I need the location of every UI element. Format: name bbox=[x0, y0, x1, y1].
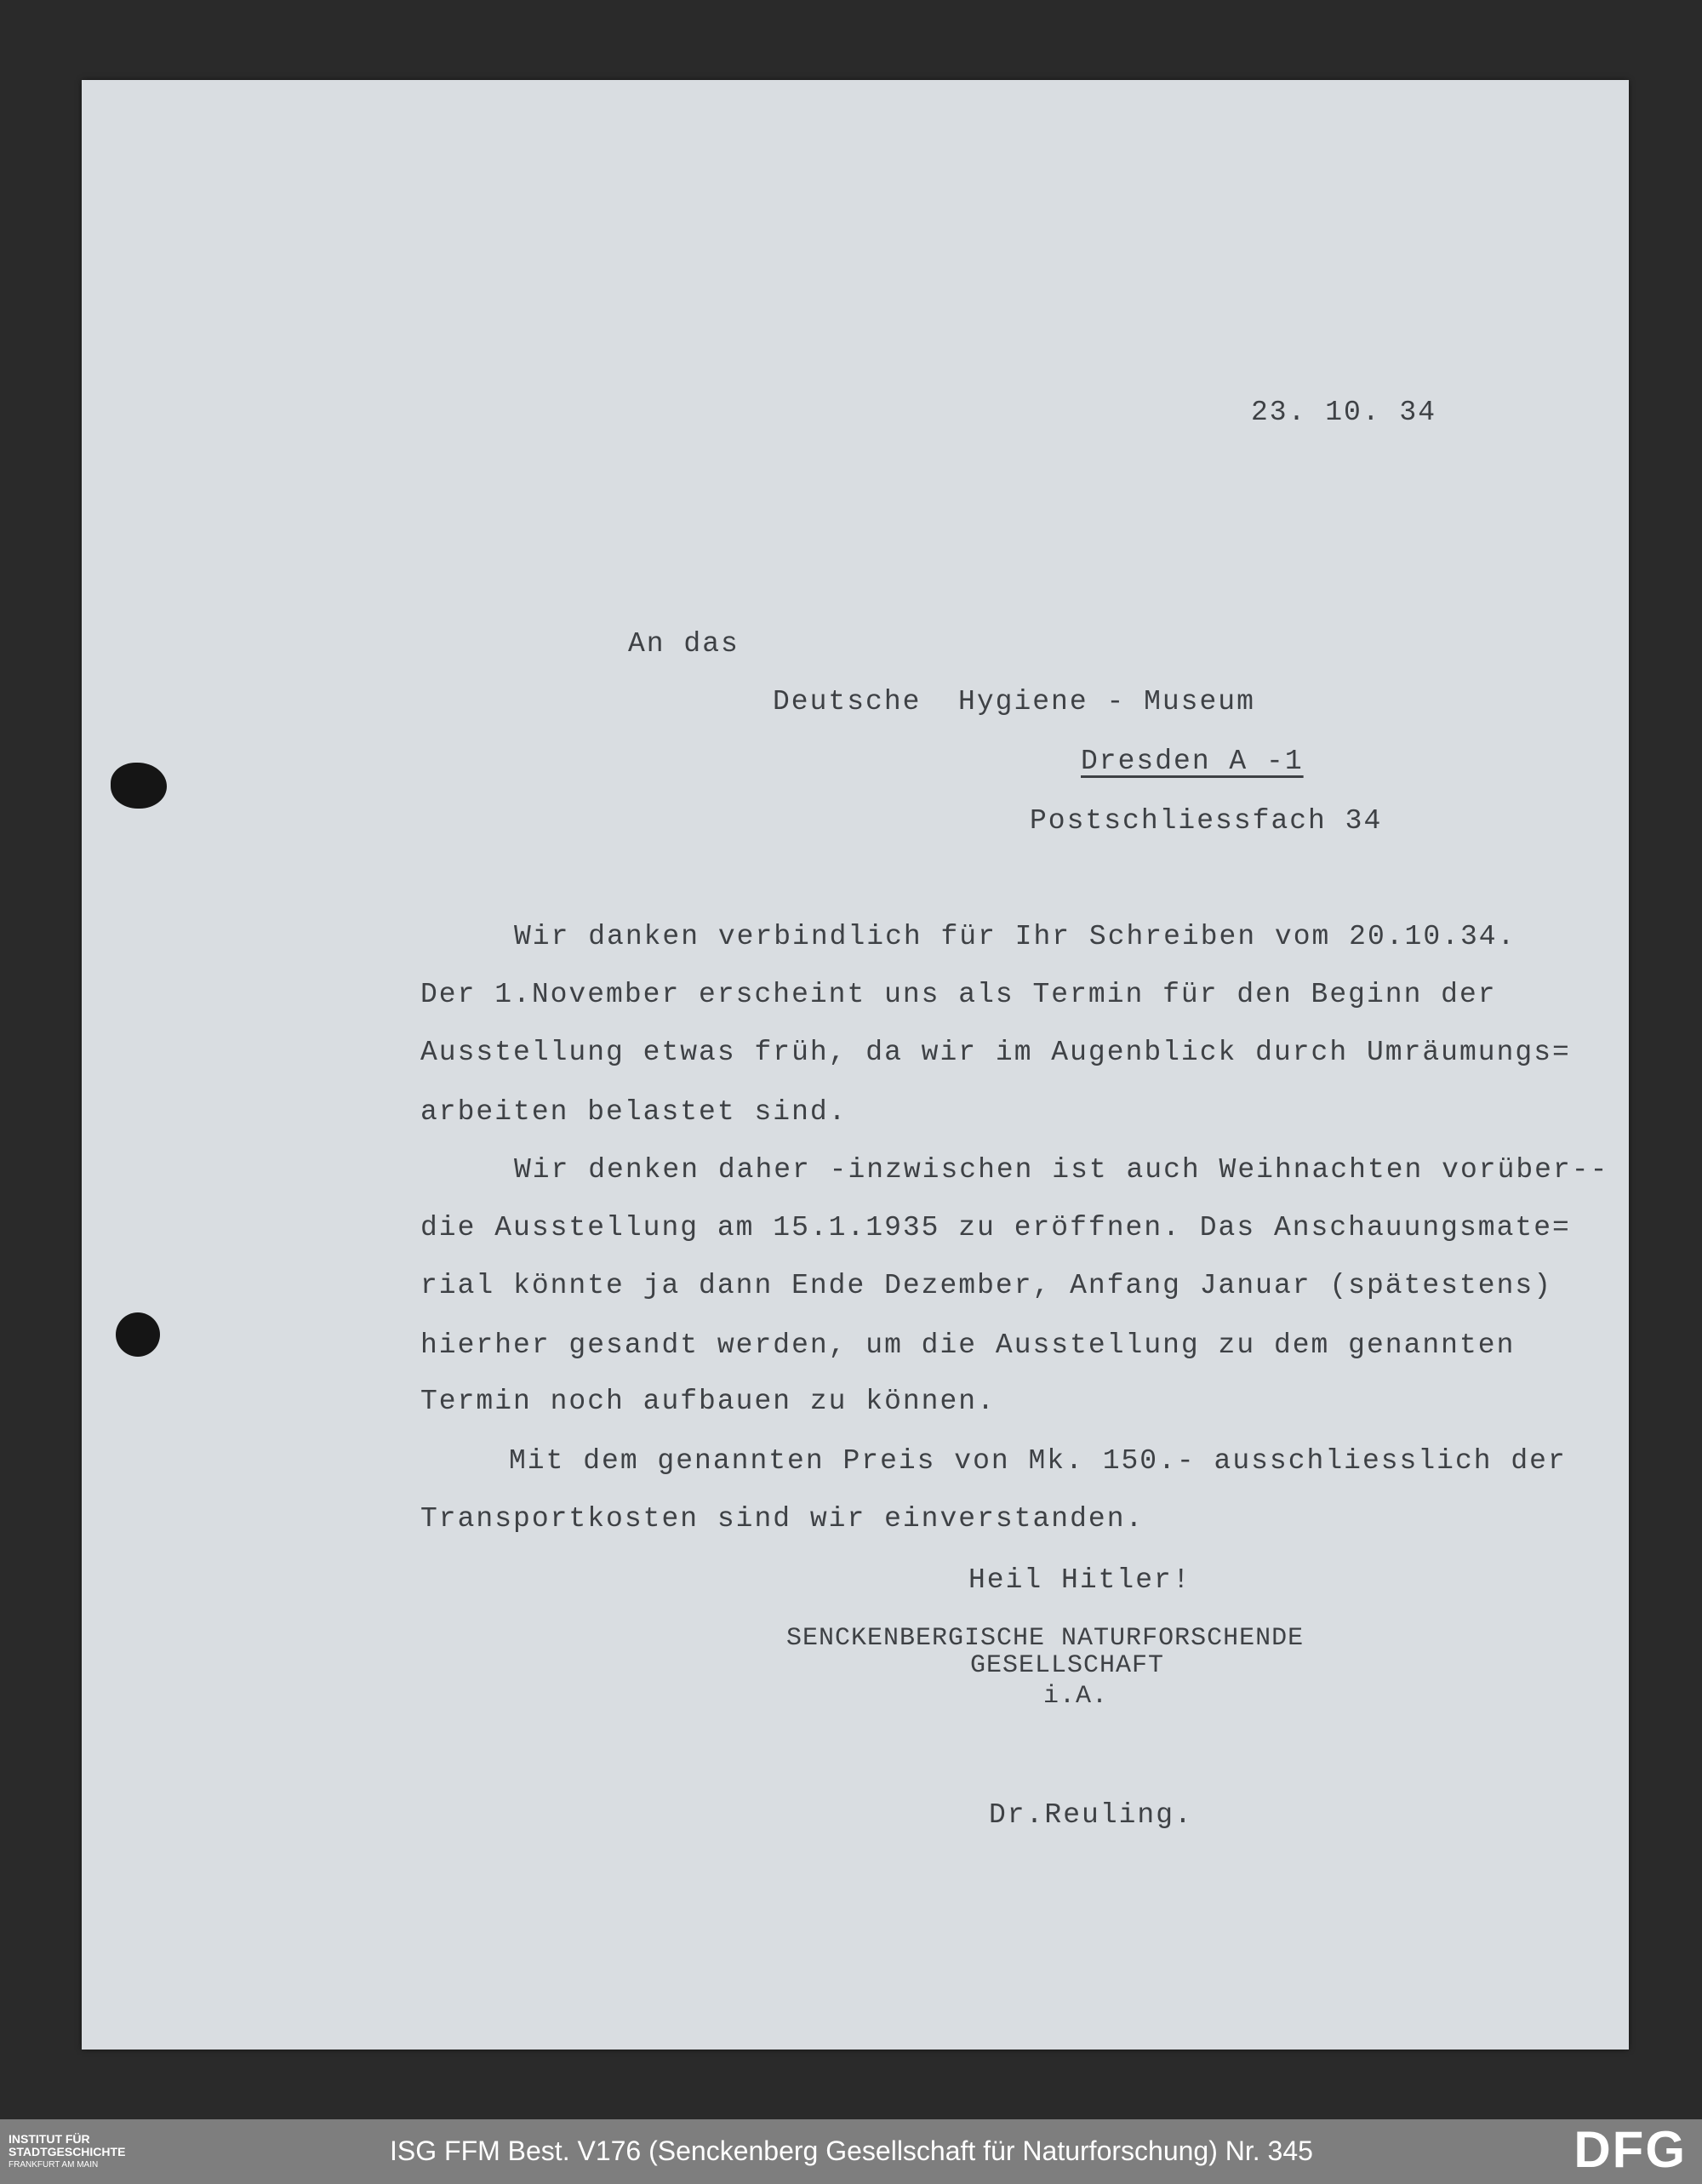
institute-logo bbox=[9, 2133, 125, 2171]
punch-hole-top bbox=[111, 763, 167, 809]
body-line: rial könnte ja dann Ende Dezember, Anfang Januar (spätestens) bbox=[420, 1270, 1552, 1301]
recipient-line-1: An das bbox=[628, 628, 740, 660]
organization-line-3: i.A. bbox=[1043, 1682, 1109, 1711]
body-line: Mit dem genannten Preis von Mk. 150.- ausschliesslich der bbox=[509, 1445, 1567, 1477]
letter-date: 23. 10. 34 bbox=[1251, 397, 1437, 428]
organization-line-1: SENCKENBERGISCHE NATURFORSCHENDE bbox=[786, 1624, 1305, 1653]
body-line: die Ausstellung am 15.1.1935 zu eröffnen. Das Anschauungsmate= bbox=[420, 1212, 1571, 1244]
body-line: Wir denken daher -inzwischen ist auch Weihnachten vorüber-- bbox=[514, 1154, 1609, 1186]
body-line: arbeiten belastet sind. bbox=[420, 1096, 848, 1128]
body-line: Termin noch aufbauen zu können. bbox=[420, 1386, 996, 1417]
institute-line-2: STADTGESCHICHTE bbox=[9, 2145, 126, 2158]
recipient-line-3: Dresden A -1 bbox=[1081, 746, 1304, 777]
body-line: Wir danken verbindlich für Ihr Schreiben vom 20.10.34. bbox=[514, 921, 1516, 952]
recipient-line-2: Deutsche Hygiene - Museum bbox=[773, 686, 1255, 718]
closing-salutation: Heil Hitler! bbox=[968, 1564, 1191, 1596]
signer-name: Dr.Reuling. bbox=[989, 1799, 1193, 1831]
institute-line-1: INSTITUT FÜR bbox=[9, 2132, 90, 2146]
body-line: Transportkosten sind wir einverstanden. bbox=[420, 1503, 1145, 1535]
institute-line-3: FRANKFURT AM MAIN bbox=[9, 2160, 99, 2170]
body-line: Ausstellung etwas früh, da wir im Augenblick durch Umräumungs= bbox=[420, 1037, 1571, 1068]
archive-caption: ISG FFM Best. V176 (Senckenberg Gesellschaft für Naturforschung) Nr. 345 bbox=[390, 2135, 1313, 2166]
recipient-line-4: Postschliessfach 34 bbox=[1030, 805, 1383, 837]
organization-line-2: GESELLSCHAFT bbox=[970, 1651, 1165, 1680]
body-line: hierher gesandt werden, um die Ausstellung zu dem genannten bbox=[420, 1329, 1516, 1361]
dfg-logo: DFG bbox=[1573, 2121, 1687, 2178]
punch-hole-bottom bbox=[116, 1312, 160, 1357]
archive-footer-bar bbox=[0, 2119, 1702, 2184]
body-line: Der 1.November erscheint uns als Termin für den Beginn der bbox=[420, 979, 1497, 1010]
